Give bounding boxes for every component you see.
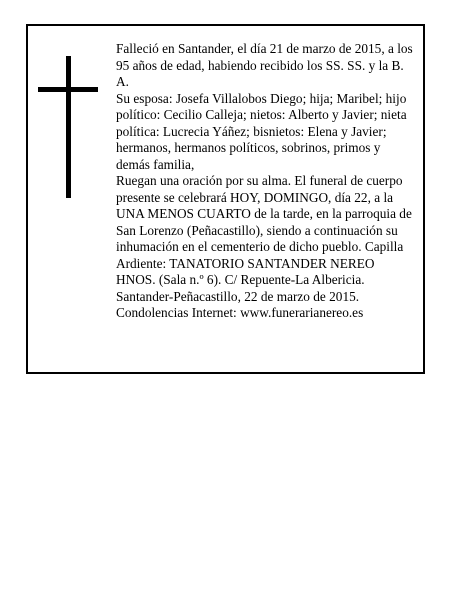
cross-vertical-bar [66,56,71,198]
family-list: Su esposa: Josefa Villalobos Diego; hija; Maribel; hijo político: Cecilio Calleja; nietos: Alberto y Javier; nieta política: Lucrecia Yáñez; bisnietos: Elena y Javier; hermanos, hermanos políticos, sobrinos, primos y demás familia, [116,90,407,172]
death-announcement: Falleció en Santander, el día 21 de marzo de 2015, a los 95 años de edad, habiendo recibido los SS. SS. y la B. A. [116,41,413,89]
obituary-notice [26,24,425,374]
obituary-text [116,41,416,322]
funeral-details: Ruegan una oración por su alma. El funeral de cuerpo presente se celebrará HOY, DOMINGO, día 22, a la UNA MENOS CUARTO de la tarde, en la parroquia de San Lorenzo (Peñacastillo), siendo a continuación su inhumación en el cementerio de dicho pueblo. Capilla Ardiente: TANATORIO SANTANDER NEREO HNOS. (Sala n.º 6). C/ Repuente-La Albericia. [116,173,412,287]
latin-cross-icon [38,56,98,198]
condolences-website: Condolencias Internet: www.funerarianereo.es [116,305,364,320]
place-date: Santander-Peñacastillo, 22 de marzo de 2015. [116,288,360,304]
cross-horizontal-bar [38,87,98,92]
